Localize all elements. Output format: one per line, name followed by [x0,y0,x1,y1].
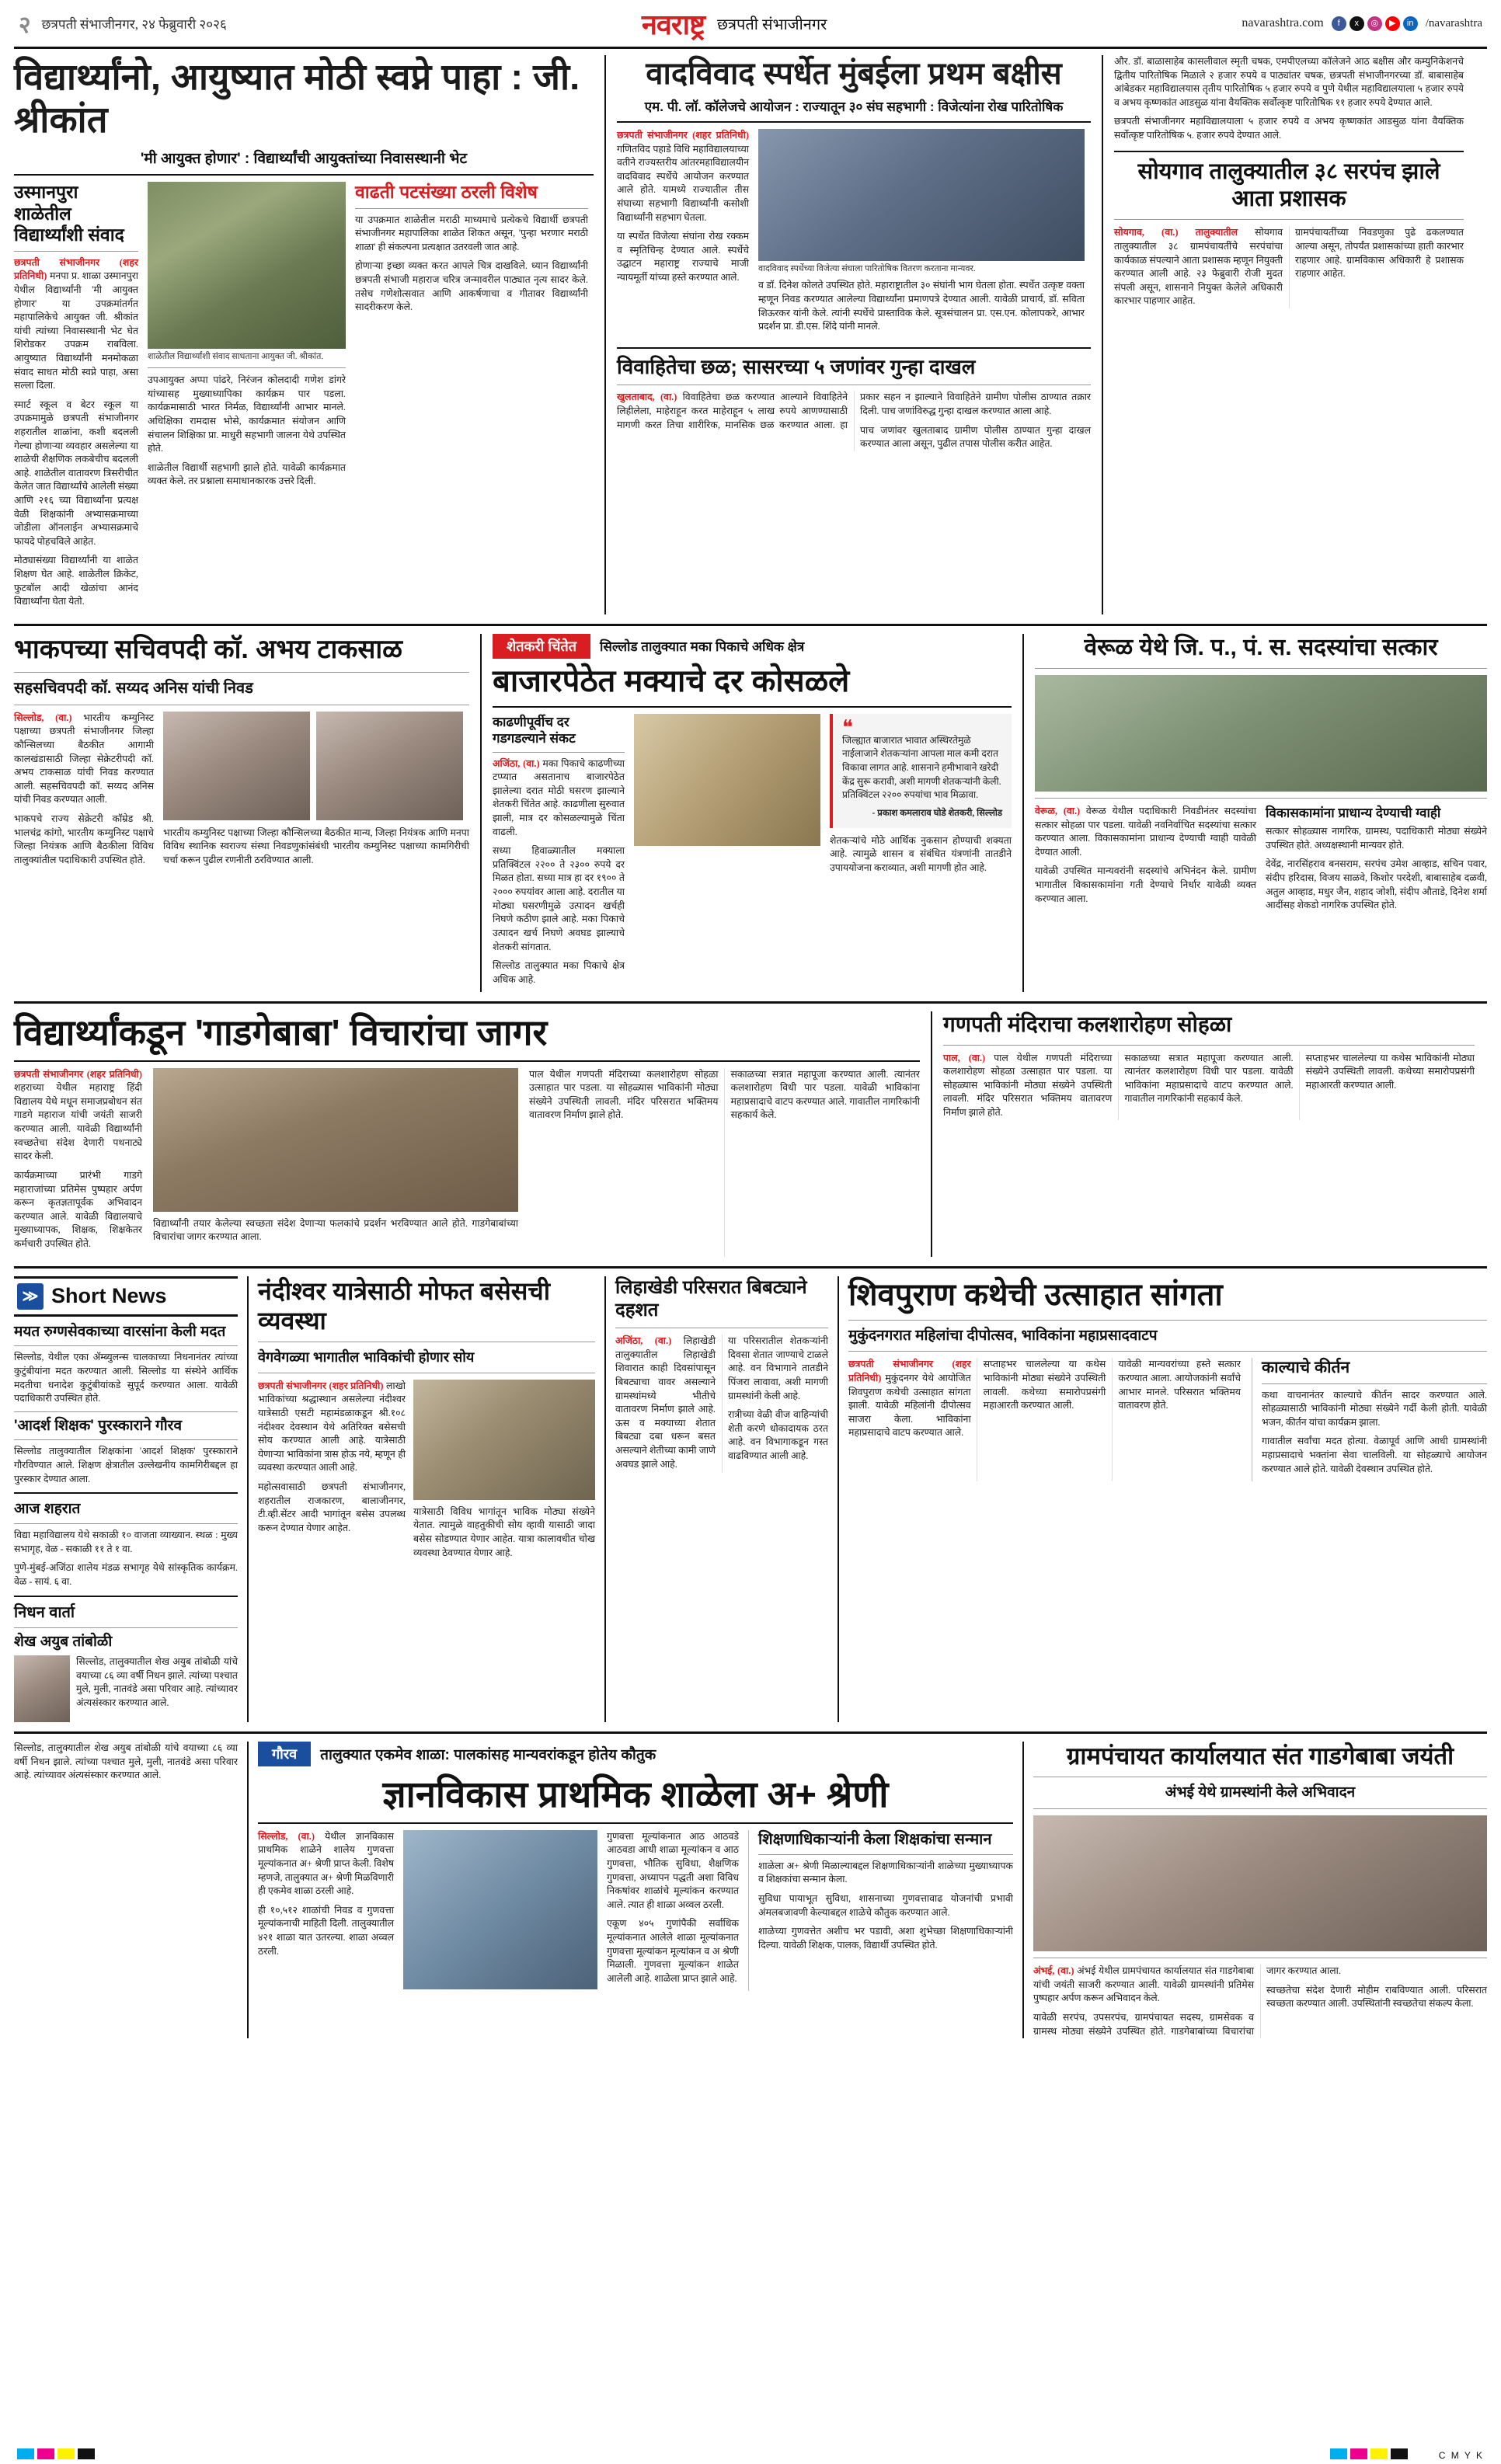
edu-officer-para1: शाळेला अ+ श्रेणी मिळाल्याबद्दल शिक्षणाधिकाऱ्यांनी शाळेच्या मुख्याध्यापक व शिक्षकांचा सन्मान केला. [758,1860,1013,1885]
color-bars-left [17,2448,95,2459]
lead-story-right [1102,55,1464,614]
box-attendance-para3: उपआयुक्त अप्पा पांढरे, निरंजन कोलदादी गणेश डांगरे यांच्यासह मुख्याध्यापिका कार्यक्रम पार पडला. कार्यक्रमासाठी भारत निर्मळ, विद्यार्थ्यांनी आभार मानले. अधिक्षिका रामदास भोसे, कार्यक्रमात संयोजन आणि संचालन शिक्षिका प्रा. माधुरी सहभागी जालना येथे उपस्थित होते. [148,374,346,454]
harassment-dateline: खुलताबाद, (वा.) [617,392,677,403]
twitter-icon[interactable]: x [1350,16,1364,31]
social-icons [1332,16,1418,31]
leopard-para1: लिहाखेडी तालुक्यातील लिहाखेडी शिवारात काही दिवसांपासून बिबट्याचा वावर असल्याने ग्रामस्थांमध्ये भीतीचे वातावरण निर्माण झाले आहे. ऊस व मक्याच्या शेतात बिबट्या दबा धरून बसत असल्याने शेतीच्या कामी जाणे अवघड झाले आहे. [615,1335,716,1470]
maize-dateline: अजिंठा, (वा.) [493,757,540,769]
masthead-left [19,8,227,40]
leopard-para2: या परिसरातील शेतकऱ्यांनी दिवसा शेतात जाण्याचे टाळले आहे. वन विभागाने तातडीने पिंजरा लावावा, अशी मागणी ग्रामस्थांनी केली आहे. [728,1335,828,1401]
short-news-title: Short News [51,1284,167,1308]
lead-mid-dateline: छत्रपती संभाजीनगर (शहर प्रतिनिधी) [617,130,749,141]
lead-mid-para1: गणितविद पहाडे विधि महाविद्यालयाच्या वतीने राज्यस्तरीय आंतरमहाविद्यालयीन वादविवाद स्पर्धेचे आयोजन करण्यात आले होते. यामध्ये राज्यातील तीस संघाच्या सहभागी विद्यार्थ्यांनी कसोशी विद्यार्थ्यांनी सहभाग घेतला. [617,143,749,223]
gyanvikas-para4: ही १०,५१२ शाळांची निवड व गुणवत्ता मूल्यांकनाची माहिती दिली. तालुक्यातील ४२१ शाळा यात उतरल्या. शाळा अव्वल ठरली. [258,1904,394,1957]
lead-left-subhead: 'मी आयुक्त होणार' : विद्यार्थ्यांची आयुक्तांच्या निवासस्थानी भेट [140,150,468,167]
verul-para3: सत्कार सोहळ्यास नागरिक, ग्रामस्थ, पदाधिकारी मोठ्या संख्येने उपस्थित होते. अध्यक्षस्थानी मान्यवर होते. [1266,826,1487,851]
leopard-para3: रात्रीच्या वेळी वीज वाहिन्यांची शेती करणे धोकादायक ठरत आहे. वन विभागाकडून गस्त वाढविण्यात आली आहे. [728,1409,828,1461]
nandishwar-para1: लाखो भाविकांच्या श्रद्धास्थान असलेल्या नंदीश्वर यात्रेसाठी एसटी महामंडळाकडून श्री.१०८ नंदीश्वर देवस्थान येथे अतिरिक्त बसेसची सोय करण्यात आली आहे. यात्रेसाठी येणाऱ्या भाविकांना त्रास होऊ नये, म्हणून ही व्यवस्था करण्यात आली आहे. [258,1380,406,1474]
gram-panchayat-subhead: अंभई येथे ग्रामस्थांनी केले अभिवादन [1165,1784,1356,1801]
gadgebaba-para1: शहराच्या येथील महाराष्ट्र हिंदी विद्यालय येथे मधून समाजप्रबोधन संत गाडगे महाराज यांची जयंती साजरी करण्यात आली. यावेळी विद्यार्थ्यांनी स्वच्छतेचा संदेश देणारी पथनाट्ये सादर केली. [14,1082,142,1162]
photo-gadgebaba-students [153,1068,518,1212]
portrait-abhay-taksal [163,712,310,820]
lead-mid-right-para1: और. डॉ. बाळासाहेब कासलीवाल स्मृती चषक, एमपीएलच्या कॉलेजने आठ बक्षीस और कम्युनिकेशनचे द्वितीय पारितोषिक मिळाले २ हजार रुपये व पाठ्यांतर चषक, छत्रपती संभाजीनगरच्या डॉ. बाबासाहेब आंबेडकर महाविद्यालयास तृतीय पारितोषिक ५ हजार रुपये व पुणे येथील महाविद्यालयाला ५ हजार रुपये व अभय कृष्णकांत आडसुळ यांना वैयक्तिक सर्वोत्कृष्ट पारितोषिक ११ हजार रुपये देण्यात आले. [1114,56,1464,108]
masthead [14,0,1487,49]
section-middle [14,634,1487,992]
cmyk-label: C M Y K [1438,2450,1484,2461]
verul-dateline: वेरूळ, (वा.) [1035,805,1081,816]
youtube-icon[interactable]: ▶ [1385,16,1400,31]
maize-quote-text: जिल्ह्यात बाजारात भावात अस्थिरतेमुळे नाईलाजाने शेतकऱ्यांना आपला माल कमी दरात विकावा लागत आहे. शासनाने हमीभावाने खरेदी केंद्र सुरू करावी, अशी मागणी शेतकऱ्यांनी केली. प्रतिक्विंटल २२०० रुपयांचा भाव मिळावा. [842,734,1001,801]
verul-subhead: विकासकामांना प्राधान्य देण्याची ग्वाही [1266,805,1441,820]
gram-panchayat-dateline: अंभई, (वा.) [1033,1965,1074,1977]
lead-mid-para2: या स्पर्धेत विजेत्या संघांना रोख रक्कम व स्मृतिचिन्ह देण्यात आले. स्पर्धेचे उद्घाटन महाराष्ट्र राज्याचे माजी न्यायमूर्ती यांच्या हस्ते करण्यात आले. [617,231,749,284]
dateline-marker: छत्रपती संभाजीनगर (शहर प्रतिनिधी) [14,256,138,282]
color-bars-right [1330,2448,1408,2459]
section-top [14,55,1487,614]
ganpati-para-lead: पाल येथील गणपती मंदिराच्या कलशारोहण सोहळा उत्साहात पार पडला. या सोहळ्यास भाविकांनी मोठ्या संख्येने उपस्थिती लावली. मंदिर परिसरात भक्तिमय वातावरण निर्माण झाले होते. [529,1068,719,1121]
maize-tag-note: सिल्लोड तालुक्यात मका पिकाचे अधिक क्षेत्र [599,639,805,655]
maize-para2: सध्या हिवाळ्यातील मक्याला प्रतिक्विंटल २२०० ते २३०० रुपये दर मिळत होता. सध्या मात्र हा दर १९०० ते २००० रुपयांवर आला आहे. दरातील या मोठ्या घसरणीमुळे उत्पादन खर्चही निघणे कठीण झाले आहे. मका पिकाचे उत्पादन खर्च निघणे अवघड झाल्याचे शेतकरी सांगतात. [493,845,625,952]
box-head-attendance: वाढती पटसंख्या ठरली विशेष [355,181,538,202]
tag-farmer-worry: शेतकरी चिंतेत [493,634,590,659]
box-attendance-para1: या उपक्रमात शाळेतील मराठी माध्यमाचे प्रत्येकचे विद्यार्थी छत्रपती संभाजीनगर महापालिका शाळेत शिकत असून, 'पुन्हा भरणार मराठी शाळा' ही संकल्पना प्रत्यक्षात उतरवली जात आहे. [355,214,588,252]
verul-story [1024,634,1487,992]
edu-officer-para2: सुविधा पायाभूत सुविधा, शासनाच्या गुणवत्तावाढ योजनांची प्रभावी अंमलबजावणी केल्याबद्दल शाळेचे कौतुक करण्यात आले. [758,1892,1013,1918]
soygaon-dateline: सोयगाव, (वा.) तालुक्यातील [1114,227,1238,238]
brand-logo: नवराष्ट्र [641,8,705,40]
maize-headline: बाजारपेठेत मक्याचे दर कोसळले [493,663,850,698]
gram-panchayat-headline: ग्रामपंचायत कार्यालयात संत गाडगेबाबा जयंती [1066,1742,1454,1770]
ganpati-dateline: पाल, (वा.) [943,1052,986,1063]
gadgebaba-para2: कार्यक्रमाच्या प्रारंभी गाडगे महाराजांच्या प्रतिमेस पुष्पहार अर्पण करून कृतज्ञतापूर्वक अभिवादन करण्यात आले. यावेळी विद्यालयाचे मुख्याध्यापक, शिक्षक, शिक्षकेतर कर्मचारी उपस्थित होते. [14,1169,142,1249]
kirtan-para2: गावातील सर्वांचा मदत होत्या. वेळापूर्व आणि आधी ग्रामस्थांनी महाप्रसादाचे भक्तांना सेवा चालविली. या सोहळ्याचे आयोजन करण्यात आले होते. यावेळी देवस्थान उपस्थित होते. [1262,1436,1487,1474]
ganpati-headline: गणपती मंदिराचा कलशारोहण सोहळा [943,1012,1232,1037]
short-news-header [14,1276,238,1317]
website-link[interactable]: navarashtra.com [1242,16,1324,30]
gram-panchayat-para1: अंभई येथील ग्रामपंचायत कार्यालयात संत गाडगेबाबा यांची जयंती साजरी करण्यात आली. यावेळी ग्रामस्थांनी प्रतिमेस पुष्पहार अर्पण करून अभिवादन केले. [1033,1965,1254,2004]
photo-nandishwar-temple [413,1380,595,1500]
gyanvikas-dateline: सिल्लोड, (वा.) [258,1830,315,1842]
soygaon-para2: ग्रामपंचायतींच्या निवडणुका पुढे ढकलण्यात आल्या असून, तोपर्यंत प्रशासकांच्या हाती कारभार राहणार आहे. ग्रामविकास अधिकारी हे प्रशासक राहणार आहेत. [1295,227,1464,280]
harassment-para2: पाच जणांवर खुलताबाद ग्रामीण पोलीस ठाण्यात गुन्हा दाखल करण्यात आला असून, पुढील तपास पोलीस करीत आहेत. [860,424,1091,450]
section-bottom [14,1742,1487,2038]
today-item-0: विद्या महाविद्यालय येथे सकाळी १० वाजता व्याख्यान. स्थळ : मुख्य सभागृह, वेळ - सकाळी ११ ते १ वा. [14,1530,238,1554]
shivpuran-story [838,1276,1487,1723]
shivpuran-para3: यावेळी मान्यवरांच्या हस्ते सत्कार करण्यात आला. आयोजकांनी सर्वांचे आभार मानले. परिसरात भक्तिमय वातावरण होते. [1118,1359,1241,1411]
section-shortnews [14,1276,1487,1723]
gram-panchayat-story [1024,1742,1487,2038]
ganpati-para1: पाल येथील गणपती मंदिराच्या कलशारोहण सोहळा उत्साहात पार पडला. या सोहळ्यास भाविकांनी मोठ्या संख्येने उपस्थिती लावली. मंदिर परिसरात भक्तिमय वातावरण निर्माण झाले होते. [943,1052,1113,1118]
kirtan-para1: कथा वाचनानंतर काल्याचे कीर्तन सादर करण्यात आले. सोहळ्यासाठी भाविकांनी मोठ्या संख्येने गर्दी केली होती. यावेळी भजन, कीर्तन यांचा कार्यक्रम झाला. [1262,1389,1487,1428]
social-handle: /navarashtra [1425,16,1482,30]
section-gadgebaba [14,1011,1487,1256]
leopard-dateline: अजिंठा, (वा.) [615,1335,672,1347]
gyanvikas-para1: येथील ज्ञानविकास प्राथमिक शाळेने शालेय गुणवत्ता मूल्यांकनात अ+ श्रेणी प्राप्त केली. विशेष म्हणजे, तालुक्यात अ+ श्रेणी मिळविणारी ही एकमेव शाळा ठरली आहे. [258,1830,394,1897]
verul-names: देवेंद्र, नारसिंहराव बनसराम, सरपंच उमेश आव्हाड, सचिन पवार, संदीप हरिदास, विजय साळवे, किशोर परदेशी, बाबासाहेब दळवी, अतुल आव्हाड, मधुर जैन, शहाद जोशी, संदीप औताडे, दिनेश शर्मा आदींसह शेकडो नागरिक उपस्थित होते. [1266,858,1487,911]
lead-mid-right-para2: छत्रपती संभाजीनगर महाविद्यालयाला ५ हजार रुपये व अभय कृष्णकांत आडसुळ यांना वैयक्तिक सर्वोत्कृष्ट पारितोषिक ५. हजार रुपये देण्यात आले. [1114,116,1464,141]
photo-caption-mid: वादविवाद स्पर्धेच्या विजेत्या संघाला पारितोषिक वितरण करताना मान्यवर. [758,264,976,273]
nandishwar-headline: नंदीश्वर यात्रेसाठी मोफत बसेसची व्यवस्था [258,1276,550,1335]
linkedin-icon[interactable]: in [1403,16,1418,31]
edu-officer-para3: शाळेच्या गुणवत्तेत अशीच भर पडावी, अशा शुभेच्छा शिक्षणाधिकाऱ्यांनी दिल्या. यावेळी शिक्षक, पालक, विद्यार्थी उपस्थित होते. [758,1926,1013,1951]
gram-panchayat-para3: स्वच्छतेचा संदेश देणारी मोहीम राबविण्यात आली. परिसरात स्वच्छता करण्यात आली. उपस्थितांनी स्वच्छतेचा संकल्प केला. [1266,1984,1487,2010]
maize-quote-attribution: - प्रकाश कमलाराव घोडे शेतकरी, सिल्लोड [872,809,1002,819]
edu-officer-head: शिक्षणाधिकाऱ्यांनी केला शिक्षकांचा सन्मान [758,1830,992,1848]
edu-officer-subitem [748,1830,1013,1992]
gadgebaba-para3: विद्यार्थ्यांनी तयार केलेल्या स्वच्छता संदेश देणाऱ्या फलकांचे प्रदर्शन भरविण्यात आले होते. गाडगेबाबांच्या विचारांचा जागर करण्यात आला. [153,1217,518,1243]
leopard-story [604,1276,838,1723]
short-news-item-1-body: सिल्लोड तालुक्यातील शिक्षकांना 'आदर्श शिक्षक' पुरस्काराने गौरविण्यात आले. शिक्षण क्षेत्रातील उल्लेखनीय कामगिरीबद्दल हा पुरस्कार देण्यात आला. [14,1446,238,1484]
bhakap-para2: भाकपचे राज्य सेक्रेटरी कॉम्रेड श्री. भालचंद्र कांगो, भारतीय कम्युनिस्ट पक्षाचे जिल्हा नियंत्रक आणि बैठकीला विविध तालुक्यांतील पदाधिकारी उपस्थित होते. [14,813,154,865]
photo-gyanvikas-school [403,1830,597,1989]
rss-icon: ≫ [17,1283,44,1310]
soygaon-headline: सोयगाव तालुक्यातील ३८ सरपंच झाले आता प्रशासक [1137,158,1440,212]
maize-para4: शेतकऱ्यांचे मोठे आर्थिक नुकसान होण्याची शक्यता आहे. त्यामुळे शासन व संबंधित यंत्रणांनी तातडीने उपाययोजना कराव्यात, अशी मागणी होत आहे. [830,834,1012,874]
gadgebaba-students-story [14,1011,931,1256]
nandishwar-subhead: वेगवेगळ्या भागातील भाविकांची होणार सोय [258,1349,475,1366]
short-news-item-1-head: 'आदर्श शिक्षक' पुरस्काराने गौरव [14,1417,183,1434]
maize-para1: मका पिकाचे काढणीच्या टप्प्यात असतानाच बाजारपेठेत झालेल्या दरात मोठी घसरण झाल्याने शेतकरी चिंतेत आहे. काढणीला सुरुवात झाली, मात्र दर कोसळल्यामुळे चिंता वाढली. [493,757,625,837]
portrait-obituary [14,1655,70,1722]
shivpuran-headline: शिवपुराण कथेची उत्साहात सांगता [848,1277,1223,1312]
lead-story-mid [604,55,1102,614]
quote-mark-icon: ❝ [842,716,853,740]
nandishwar-para3: महोत्सवासाठी छत्रपती संभाजीनगर, शहरातील राजकारण, बालाजीनगर, टी.व्ही.सेंटर आदी भागांतून बसेस उपलब्ध करून देण्यात येणार आहेत. [258,1481,406,1533]
gadgebaba-headline: विद्यार्थ्यांकडून 'गाडगेबाबा' विचारांचा जागर [14,1012,548,1053]
gyanvikas-para2: गुणवत्ता मूल्यांकनात आठ आठवडे आठवडा आधी शाळा मूल्यांकन व आठ गुणवत्ता, भौतिक सुविधा, शैक्षणिक गुणवत्ता, अध्यापन पद्धती अशा विविध निकषांवर शाळांचे मूल्यांकन करण्यात आले. त्यात ही शाळा अव्वल ठरली. [607,1830,739,1910]
ganpati-para2: सकाळच्या सत्रात महापूजा करण्यात आली. त्यानंतर कलशारोहण विधी पार पडला. यावेळी भाविकांना महाप्रसादाचे वाटप करण्यात आले. गावातील नागरिकांनी सहकार्य केले. [1124,1052,1294,1105]
gyanvikas-headline: ज्ञानविकास प्राथमिक शाळेला अ+ श्रेणी [382,1773,889,1815]
harassment-headline: विवाहितेचा छळ; सासरच्या ५ जणांवर गुन्हा दाखल [617,354,976,378]
facebook-icon[interactable]: f [1332,16,1346,31]
lead-story-left [14,55,604,614]
kirtan-head: काल्याचे कीर्तन [1262,1359,1350,1377]
masthead-center [642,5,827,43]
photo-debate-prize [758,129,1085,261]
gyanvikas-tag-note: तालुक्यात एकमेव शाळा: पालकांसह मान्यवरांकडून होतेय कौतुक [320,1747,656,1764]
shivpuran-dateline: छत्रपती संभाजीनगर (शहर प्रतिनिधी) [848,1359,971,1383]
short-news-item-0-head: मयत रुग्णसेवकाच्या वारसांना केली मदत [14,1323,226,1340]
kirtan-subitem [1252,1358,1487,1481]
bhakap-subhead: सहसचिवपदी कॉ. सय्यद अनिस यांची निवड [14,679,253,697]
ganpati-para-lead2: सकाळच्या सत्रात महापूजा करण्यात आली. त्यानंतर कलशारोहण विधी पार पडला. यावेळी भाविकांना महाप्रसादाचे वाटप करण्यात आले. गावातील नागरिकांनी सहकार्य केले. [730,1068,920,1121]
gyanvikas-story [247,1742,1024,2038]
verul-para1: वेरूळ येथील पदाधिकारी निवडीनंतर सदस्यांचा सत्कार सोहळा पार पडला. यावेळी नवनिर्वाचित सदस्यांचा सत्कार करण्यात आला. विकासकामांना प्राधान्य देण्याची ग्वाही यावेळी देण्यात आली. [1035,805,1257,858]
maize-para3: सिल्लोड तालुक्यात मका पिकाचे क्षेत्र अधिक आहे. [493,960,625,985]
short-news-item-0-body: सिल्लोड, येथील एका ॲम्ब्युलन्स चालकाच्या निधनानंतर त्यांच्या कुटुंबीयांना मदत करण्यात आली. सिल्लोड या संस्थेने आर्थिक मदतीचा धनादेश कुटुंबीयांकडे सुपूर्द करण्यात आला. यावेळी पदाधिकारी उपस्थित होते. [14,1352,238,1404]
today-item-1: पुणे-मुंबई-अजिंठा शालेय मंडळ सभागृह येथे सांस्कृतिक कार्यक्रम. वेळ - सायं. ६ वा. [14,1562,238,1587]
lead-left-para2: स्मार्ट स्कूल व बेटर स्कूल या उपक्रमामुळे छत्रपती संभाजीनगर शहरातील शाळांना, कशी बदलली गेल्या होणाऱ्या व्यवहार असलेल्या या शाळेची शैक्षणिक लकबेचीच बदलली आहे. शाळेतील वातावरण त्रिसरीचीत केलेत जात विद्यार्थ्यांचे आलेली संख्या आणि २१६ च्या विद्यार्थ्यांना प्रत्यक्ष वेळी शिक्षकांनी अभ्यासक्रमाच्या जोडीला ऑनलाईन अभ्यासक्रमाचे फायदे पोहचविले आहेत. [14,398,138,547]
nandishwar-para2: यात्रेसाठी विविध भागांतून भाविक मोठ्या संख्येने येतात. त्यामुळे वाहतुकीची सोय व्हावी यासाठी जादा बसेस सोडण्यात येणार आहेत. यात्रा कालावधीत चोख व्यवस्था ठेवण्यात येणार आहे. [413,1505,595,1558]
verul-para2: यावेळी उपस्थित मान्यवरांनी सदस्यांचे अभिनंदन केले. ग्रामीण भागातील विकासकामांना गती देण्याचे निर्धार यावेळी व्यक्त करण्यात आला. [1035,865,1256,904]
maize-quote-box [830,714,1012,828]
masthead-right [1242,16,1482,31]
box-attendance-para4: शाळेतील विद्यार्थी सहभागी झाले होते. यावेळी कार्यक्रमात व्यक्त केले. तर प्रश्नाला समाधानकारक उत्तरे दिली. [148,461,346,487]
bhakap-para1: भारतीय कम्युनिस्ट पक्षाच्या छत्रपती संभाजीनगर जिल्हा कौन्सिलच्या बैठकीत आगामी कालखंडासाठी जिल्हा सेक्रेटरीपदी कॉ. अभय टाकसाळ यांची निवड करण्यात आली. सहसचिवपदी कॉ. सय्यद अनिस यांची निवड करण्यात आली. [14,712,154,806]
gadgebaba-dateline: छत्रपती संभाजीनगर (शहर प्रतिनिधी) [14,1068,142,1080]
photo-gram-panchayat-jayanti [1033,1815,1487,1951]
nandishwar-dateline: छत्रपती संभाजीनगर (शहर प्रतिनिधी) [258,1380,384,1391]
bhakap-dateline: सिल्लोड, (वा.) [14,712,72,723]
obituary-body: सिल्लोड, तालुक्यातील शेख अयुब तांबोळी यांचे वयाच्या ८६ व्या वर्षी निधन झाले. त्यांच्या पश्चात मुले, मुली, नातवंडे असा परिवार आहे. त्यांच्यावर अंत्यसंस्कार करण्यात आले. [76,1656,238,1709]
box-attendance-para2: होणाऱ्या इच्छा व्यक्त करत आपले चित्र दाखविले. ध्यान विद्यार्थ्यांनी छत्रपती संभाजी महाराज चरित्र जन्मावरील पाठ्यात नृत्य सादर केले. तसेच गणेशोत्सवात आणि आकर्षणाचा व गीतावर विद्यार्थ्यांनी सादरीकरण केले. [355,260,588,313]
shivpuran-para1: मुकुंदनगर येथे आयोजित शिवपुराण कथेची उत्साहात सांगता झाली. यावेळी महिलांनी दीपोत्सव साजरा केला. भाविकांना महाप्रसादाचे वाटप करण्यात आले. [848,1372,971,1439]
photo-maize-harvest [634,714,820,846]
verul-headline: वेरूळ येथे जि. प., पं. स. सदस्यांचा सत्कार [1084,634,1438,660]
bhakap-para3: भारतीय कम्युनिस्ट पक्षाच्या जिल्हा कौन्सिलच्या बैठकीत मान्य, जिल्हा नियंत्रक आणि मनपा विविध स्थानिक स्वराज्य संस्था निवडणुकांसंबंधी भारतीय कम्युनिस्ट पक्षाच्या कामगिरीची चर्चा करून पुढील रणनीती ठरविण्यात आली. [163,827,469,865]
maize-story [480,634,1024,992]
box-head-osmanpura: उस्मानपुरा शाळेतील विद्यार्थ्यांशी संवाद [14,181,124,245]
obituary-name: शेख अयुब तांबोळी [14,1633,113,1650]
short-news-continued-text: सिल्लोड, तालुक्यातील शेख अयुब तांबोळी यांचे वयाच्या ८६ व्या वर्षी निधन झाले. त्यांच्या पश्चात मुले, मुली, नातवंडे असा परिवार आहे. त्यांच्यावर अंत्यसंस्कार करण्यात आले. [14,1742,238,1781]
gyanvikas-para3: एकूण ४०५ गुणांपैकी सर्वाधिक मूल्यांकनात आलेले शाळा मूल्यांकनात गुणवत्ता मूल्यांकन मूल्यांकन व अ श्रेणी मिळाली. गुणवत्ता मूल्यांकन शाळेत आलेली आहे. शाळेला प्राप्त झाले आहे. [607,1918,739,1984]
portrait-sayyad-anis [316,712,463,820]
obituary-head: निधन वार्ता [14,1603,75,1621]
soygaon-para1: सोयगाव तालुक्यातील ३८ ग्रामपंचायतींचे सरपंचांचा कार्यकाळ संपल्याने आता प्रशासक म्हणून नियुक्ती करण्यात आली आहे. २३ फेब्रुवारी रोजी मुदत संपली असून, शासनाने नियुक्त केलेले अधिकारी कारभार पाहणार आहेत. [1114,227,1283,307]
shivpuran-para2b: सप्ताहभर चाललेल्या या कथेस भाविकांनी मोठ्या संख्येने उपस्थिती लावली. कथेच्या समारोपप्रसंगी महाआरती करण्यात आली. [983,1359,1106,1411]
ganpati-story [931,1011,1475,1256]
bhakap-story [14,634,480,992]
lead-left-headline: विद्यार्थ्यांनो, आयुष्यात मोठी स्वप्ने पाहा : जी. श्रीकांत [14,56,580,141]
bhakap-headline: भाकपच्या सचिवपदी कॉ. अभय टाकसाळ [14,634,403,664]
lead-mid-para3: व डॉ. दिनेश कोलते उपस्थित होते. महाराष्ट्रातील ३० संघांनी भाग घेतला होता. स्पर्धेत उत्कृष्ट वक्ता म्हणून निवड करण्यात आलेल्या विद्यार्थ्यांना प्रमाणपत्रे देण्यात आली. यावेळी प्राचार्य, डॉ. सविता शिऊरकर यांनी केले. त्यांनी स्पर्धेचे प्रास्ताविक केले. सूत्रसंचालन प्रा. एस.एन. कोलापकरे, आभार प्रदर्शन प्रा. डी.एस. शिंदे यांनी मानले. [758,280,1085,332]
today-in-city-head: आज शहरात [14,1501,81,1518]
shivpuran-fill: सप्ताहभर चाललेल्या या कथेस भाविकांनी मोठ्या संख्येने उपस्थिती लावली. कथेच्या समारोपप्रसंगी महाआरती करण्यात आली. [1305,1052,1475,1091]
nandishwar-story [247,1276,604,1723]
photo-verul-felicitation [1035,675,1487,792]
harassment-para1: विवाहितेचा छळ करण्यात आल्याने विवाहितेने लिहीलेला, माहेराहून करत माहेराहून ५ लाख रुपये आणण्यासाठी मागणी करत तिचा शारीरिक, मानसिक छळ करण्यात आला. हा प्रकार सहन न झाल्याने विवाहितेने ग्रामीण पोलीस ठाण्यात तक्रार दिली. पाच जणांविरुद्ध गुन्हा दाखल करण्यात आला आहे. [617,392,1091,430]
photo-students-commissioner [148,182,346,349]
short-news-continued [14,1742,247,2038]
leopard-headline: लिहाखेडी परिसरात बिबट्याने दहशत [615,1276,807,1321]
lead-left-para1: मनपा प्र. शाळा उस्मानपुरा येथील विद्यार्थ्यांनी 'मी आयुक्त होणार' या उपक्रमांतर्गत महापालिकेचे आयुक्त जी. श्रीकांत यांची त्यांच्या निवासस्थानी भेट घेत शिरोडकर उपक्रम राबविला. आयुष्यात विद्यार्थ्यांनी मनमोकळा संवाद साधत मोठी स्वप्ने पाहा, असा सल्ला दिला. [14,270,138,392]
photo-caption-left: शाळेतील विद्यार्थ्यांशी संवाद साधताना आयुक्त जी. श्रीकांत. [148,351,324,361]
gram-panchayat-para2: यावेळी सरपंच, उपसरपंच, ग्रामपंचायत सदस्य, ग्रामसेवक व ग्रामस्थ मोठ्या संख्येने उपस्थित होते. गाडगेबाबांच्या विचारांचा जागर करण्यात आला. [1033,1965,1341,2037]
tag-gaurav: गौरव [258,1742,311,1766]
edition-date: छत्रपती संभाजीनगर, २४ फेब्रुवारी २०२६ [41,16,227,32]
instagram-icon[interactable]: ◎ [1367,16,1382,31]
lead-mid-subhead: एम. पी. लॉ. कॉलेजचे आयोजन : राज्यातून ३० संघ सहभागी : विजेत्यांना रोख पारितोषिक [644,99,1064,114]
brand-edition: छत्रपती संभाजीनगर [716,16,827,33]
short-news-column [14,1276,247,1723]
lead-left-para3: मोठ्यासंख्या विद्यार्थ्यांनी या शाळेत शिक्षण घेत आहे. शाळेतील क्रिकेट, फुटबॉल आदी खेळांचा आनंद विद्यार्थ्यांना घेता येतो. [14,555,138,607]
lead-mid-headline: वादविवाद स्पर्धेत मुंबईला प्रथम बक्षीस [646,57,1062,91]
page-number: २ [19,12,31,38]
maize-subhead: काढणीपूर्वीच दर गडगडल्याने संकट [493,715,576,747]
shivpuran-subhead: मुकुंदनगरात महिलांचा दीपोत्सव, भाविकांना महाप्रसादवाटप [848,1327,1158,1344]
